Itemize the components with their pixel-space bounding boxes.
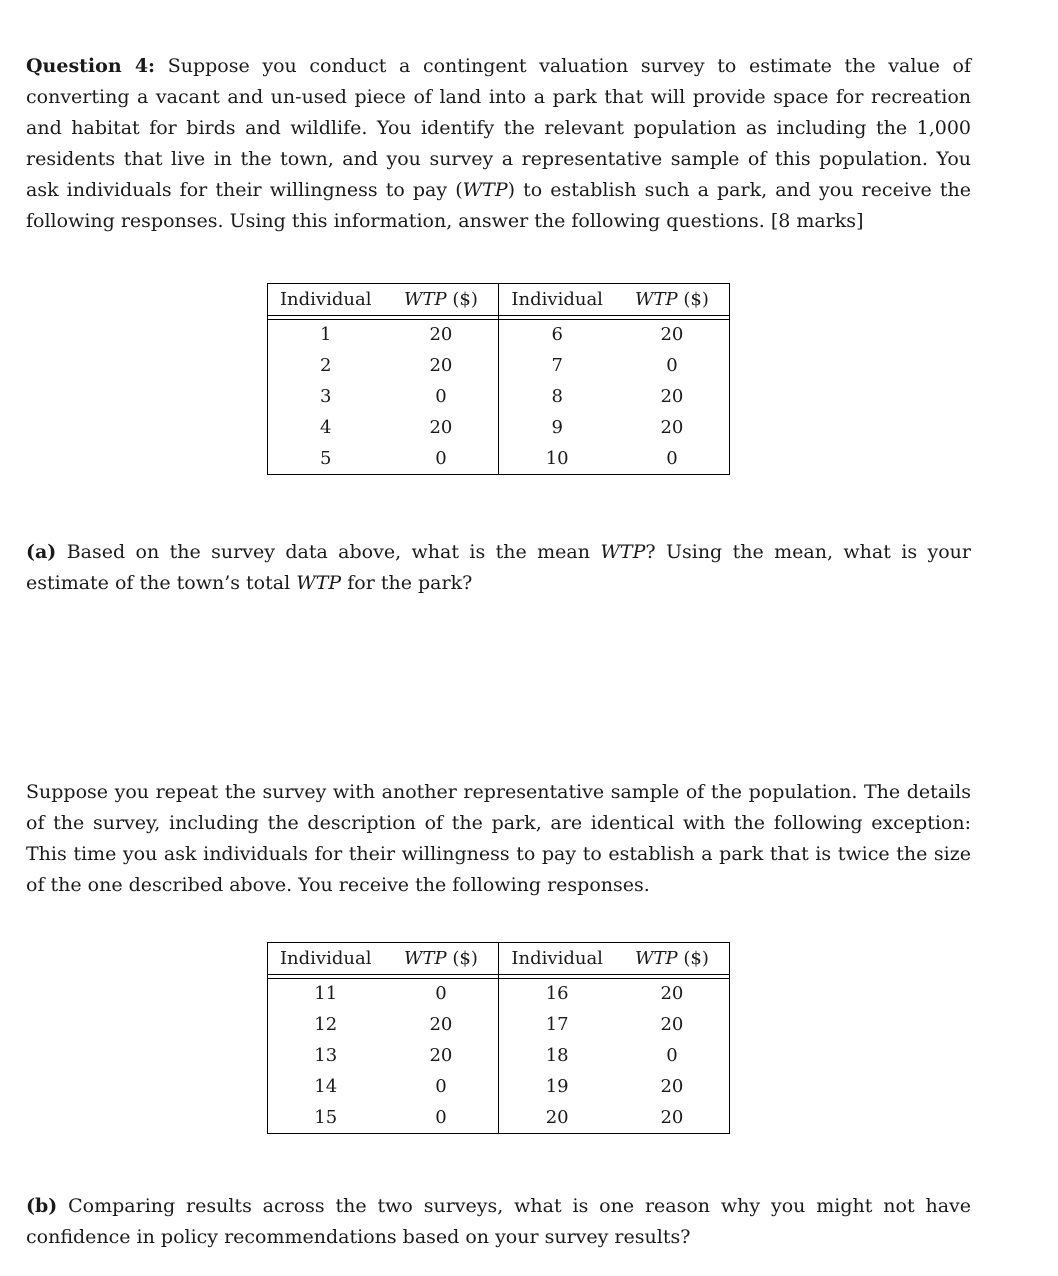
part-a-question <box>26 537 971 599</box>
part-b-text: Comparing results across the two surveys, what is one reason why you might not have confidence in policy recommendations based on your survey results? <box>26 1195 971 1248</box>
header-wtp <box>615 284 730 316</box>
wtp-abbrev: WTP <box>462 179 508 201</box>
question-text-part2: ) to establish such a park, and you receive the following responses. Using this information, answer the following questions. [8 marks] <box>26 179 971 232</box>
individual-cell: 5 <box>268 444 384 475</box>
table-header-row <box>268 943 730 975</box>
wtp-cell: 20 <box>615 1072 730 1103</box>
table-row <box>268 1010 730 1041</box>
header-wtp-abbrev: WTP <box>404 947 447 969</box>
wtp-cell: 20 <box>383 413 499 444</box>
individual-cell: 20 <box>499 1103 615 1134</box>
table-row <box>268 979 730 1010</box>
individual-cell: 9 <box>551 417 563 438</box>
part-b-label: (b) <box>26 1195 58 1217</box>
header-wtp <box>383 943 499 975</box>
wtp-cell: 20 <box>615 382 730 413</box>
wtp-cell: 20 <box>383 1010 499 1041</box>
table-row <box>268 413 730 444</box>
individual-cell: 4 <box>268 413 384 444</box>
part-a-label: (a) <box>26 541 57 563</box>
header-individual: Individual <box>499 943 615 975</box>
individual-cell: 3 <box>268 382 384 413</box>
wtp-cell: 20 <box>615 413 730 444</box>
individual-cell: 6 <box>551 324 563 346</box>
individual-cell: 19 <box>545 1076 569 1097</box>
question-text-part1: Suppose you conduct a contingent valuation survey to estimate the value of converting a vacant and un-used piece of land into a park that will provide space for recreation and habitat for birds and wildlife. You identify the relevant population as including the 1,000 residents that live in the town, and you survey a representative sample of this population. You ask individuals for their willingness to pay ( <box>26 55 972 201</box>
wtp-cell: 0 <box>615 351 730 382</box>
table-row <box>268 382 730 413</box>
individual-cell: 14 <box>268 1072 384 1103</box>
wtp-cell: 20 <box>615 979 730 1010</box>
question-label: Question 4: <box>26 55 156 77</box>
part-b-question <box>26 1191 971 1253</box>
individual-cell: 10 <box>499 444 615 475</box>
header-wtp-abbrev: WTP <box>635 947 678 969</box>
wtp-cell: 20 <box>615 1010 730 1041</box>
header-wtp-unit: ($) <box>446 947 478 969</box>
table-row <box>268 1103 730 1134</box>
wtp-cell: 0 <box>383 1103 499 1134</box>
wtp-cell: 0 <box>383 382 499 413</box>
header-wtp-unit: ($) <box>677 947 709 969</box>
wtp-abbrev: WTP <box>296 572 342 594</box>
part-a-text-3: for the park? <box>341 572 473 594</box>
wtp-table-survey-1 <box>267 283 730 475</box>
individual-cell: 18 <box>545 1045 569 1066</box>
table-row <box>268 351 730 382</box>
individual-cell: 17 <box>545 1014 569 1035</box>
individual-cell: 12 <box>268 1010 384 1041</box>
header-individual: Individual <box>268 284 384 316</box>
individual-cell: 1 <box>268 320 384 351</box>
header-wtp-abbrev: WTP <box>404 288 447 310</box>
individual-cell: 11 <box>268 979 384 1010</box>
table-row <box>268 320 730 351</box>
header-wtp <box>383 284 499 316</box>
header-wtp-unit: ($) <box>446 288 478 310</box>
wtp-cell: 20 <box>383 320 499 351</box>
wtp-cell: 0 <box>383 1072 499 1103</box>
wtp-cell: 20 <box>615 320 730 351</box>
wtp-cell: 0 <box>615 444 730 475</box>
individual-cell: 2 <box>268 351 384 382</box>
individual-cell: 16 <box>545 983 569 1005</box>
header-individual: Individual <box>499 284 615 316</box>
header-wtp <box>615 943 730 975</box>
question-intro <box>26 51 971 237</box>
individual-cell: 7 <box>551 355 563 376</box>
repeat-survey-text: Suppose you repeat the survey with another representative sample of the population. The details of the survey, including the description of the park, are identical with the following exception: This time you ask individuals for their willingness to pay to establish a park that is twice the size of the one described above. You receive the following responses. <box>26 781 971 896</box>
wtp-abbrev: WTP <box>600 541 646 563</box>
part-a-text-1: Based on the survey data above, what is the mean <box>56 541 601 563</box>
wtp-cell: 20 <box>383 351 499 382</box>
table-row <box>268 1041 730 1072</box>
part-a-text-2: ? Using the mean, what is your estimate of the town’s total <box>26 541 971 594</box>
wtp-cell: 0 <box>615 1041 730 1072</box>
table-header-row <box>268 284 730 316</box>
table-row <box>268 444 730 475</box>
table-row <box>268 1072 730 1103</box>
individual-cell: 13 <box>268 1041 384 1072</box>
wtp-cell: 0 <box>383 444 499 475</box>
header-wtp-unit: ($) <box>677 288 709 310</box>
individual-cell: 8 <box>551 386 563 407</box>
wtp-table-survey-2 <box>267 942 730 1134</box>
individual-cell: 15 <box>268 1103 384 1134</box>
header-individual: Individual <box>268 943 384 975</box>
wtp-cell: 20 <box>615 1103 730 1134</box>
wtp-cell: 20 <box>383 1041 499 1072</box>
wtp-cell: 0 <box>383 979 499 1010</box>
header-wtp-abbrev: WTP <box>635 288 678 310</box>
